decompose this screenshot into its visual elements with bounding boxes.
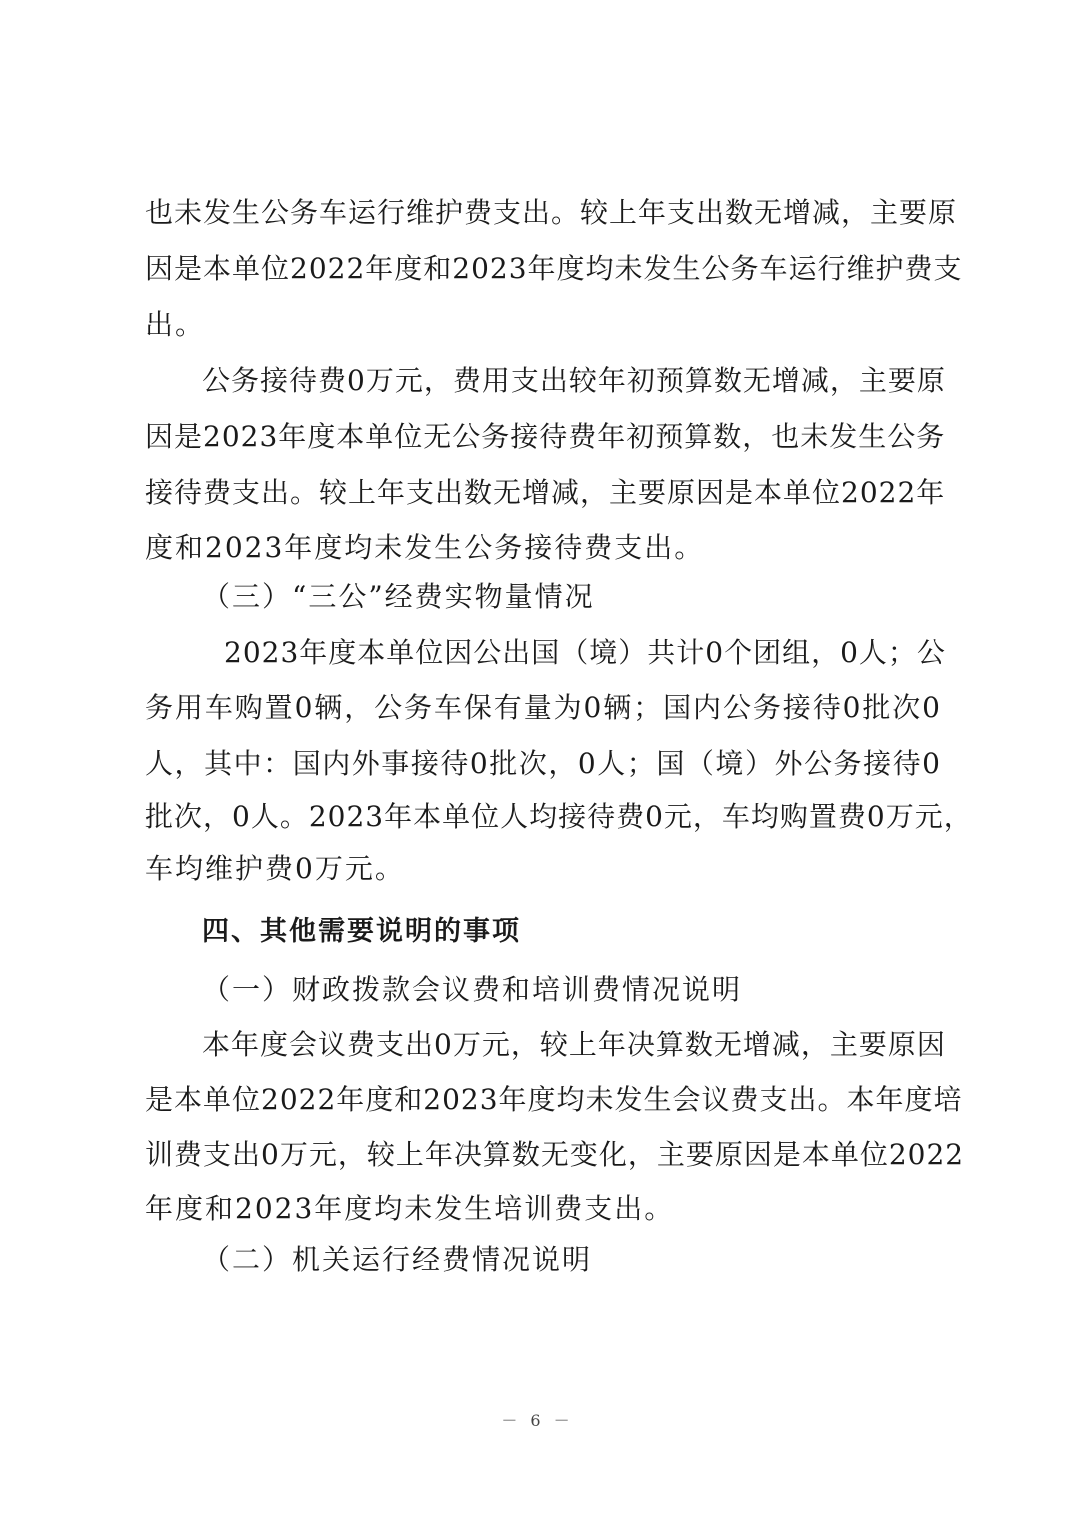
text-line: 务用车购置0辆，公务车保有量为0辆；国内公务接待0批次0 [145,691,941,724]
paragraph-start-line: 本年度会议费支出0万元，较上年决算数无增减，主要原因 [202,1028,946,1061]
subsection-heading: （一）财政拨款会议费和培训费情况说明 [202,973,743,1006]
text-line: 也未发生公务车运行维护费支出。较上年支出数无增减，主要原 [145,196,958,229]
text-line: 接待费支出。较上年支出数无增减，主要原因是本单位2022年 [145,476,946,509]
text-line: 人，其中：国内外事接待0批次，0人；国（境）外公务接待0 [145,747,941,780]
text-line: 训费支出0万元，较上年决算数无变化，主要原因是本单位2022 [145,1138,965,1171]
text-line: 年度和2023年度均未发生培训费支出。 [145,1192,675,1225]
paragraph-start-line: 公务接待费0万元，费用支出较年初预算数无增减，主要原 [202,364,946,397]
text-line: 是本单位2022年度和2023年度均未发生会议费支出。本年度培 [145,1083,963,1116]
text-line: 因是2023年度本单位无公务接待费年初预算数，也未发生公务 [145,420,946,453]
text-line: 车均维护费0万元。 [145,852,405,885]
text-line: 出。 [145,308,206,341]
subsection-heading: （三）“三公”经费实物量情况 [202,580,595,613]
text-line: 度和2023年度均未发生公务接待费支出。 [145,531,705,564]
subsection-heading: （二）机关运行经费情况说明 [202,1243,593,1276]
paragraph-start-line: 2023年度本单位因公出国（境）共计0个团组，0人；公 [224,636,946,669]
section-heading: 四、其他需要说明的事项 [202,916,521,947]
page-number: － 6 － [501,1411,574,1430]
text-line: 因是本单位2022年度和2023年度均未发生公务车运行维护费支 [145,252,963,285]
text-line: 批次，0人。2023年本单位人均接待费0元，车均购置费0万元， [145,800,973,833]
